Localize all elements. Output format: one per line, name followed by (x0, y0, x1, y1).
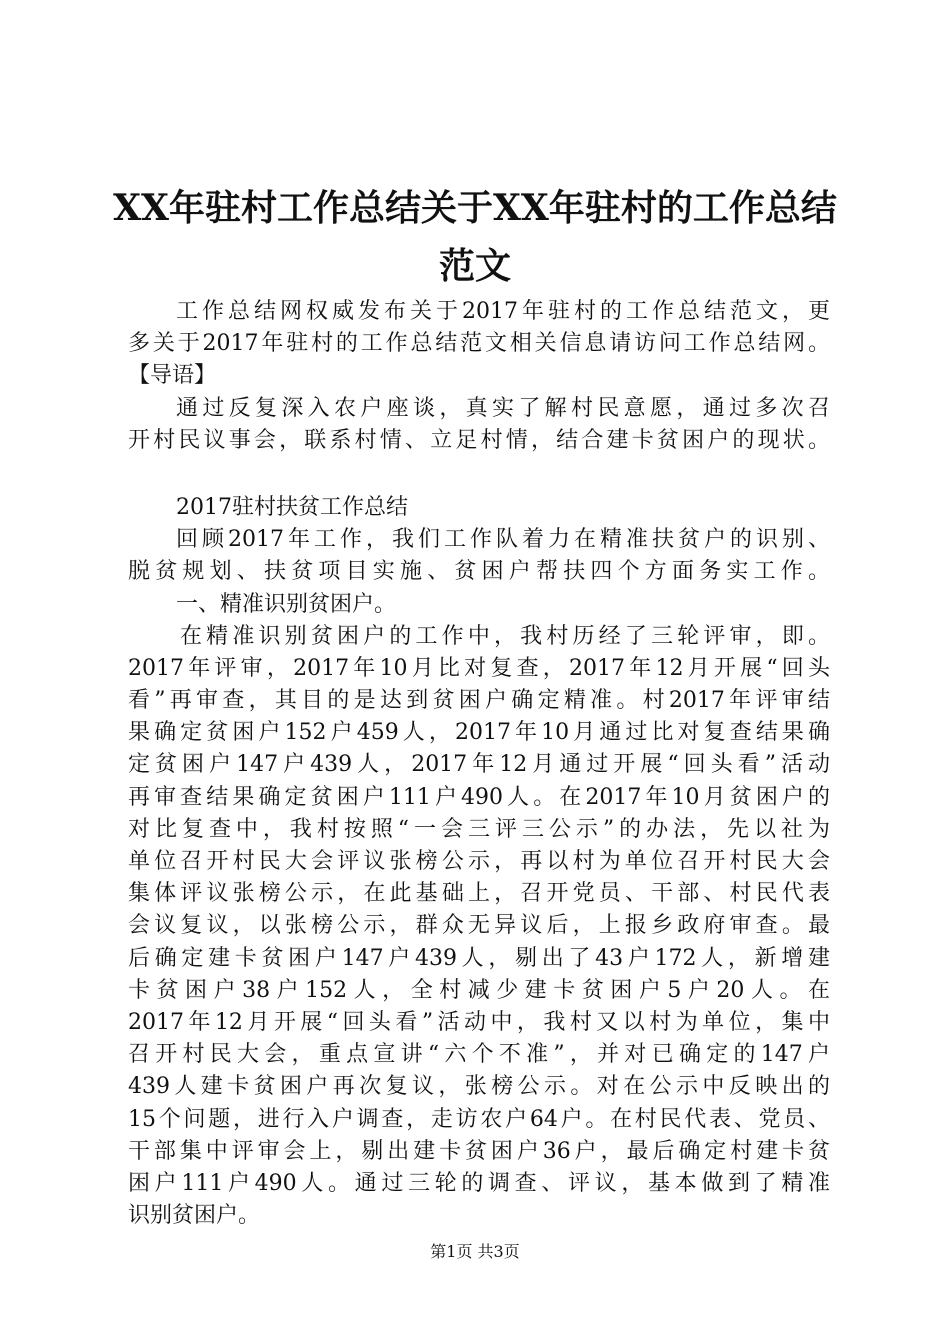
paragraph-line: 干部集中评审会上，剔出建卡贫困户36户，最后确定村建卡贫 (128, 1138, 830, 1164)
paragraph-line: 439人建卡贫困户再次复议，张榜公示。对在公示中反映出的 (128, 1074, 830, 1100)
paragraph-line: 15个问题，进行入户调查，走访农户64户。在村民代表、党员、 (128, 1106, 830, 1132)
paragraph-gap (128, 457, 830, 492)
paragraph-line: 果确定贫困户152户459人，2017年10月通过比对复查结果确 (128, 720, 830, 746)
document-title: XX年驻村工作总结关于XX年驻村的工作总结 (113, 187, 837, 229)
paragraph-line: 会议复议，以张榜公示，群众无异议后，上报乡政府审查。最 (128, 913, 830, 939)
intro-line: 工作总结网权威发布关于2017年驻村的工作总结范文，更 (176, 299, 830, 324)
paragraph-line: 2017年12月开展“回头看”活动中，我村又以村为单位，集中 (128, 1009, 830, 1035)
paragraph-line: 后确定建卡贫困户147户439人，剔出了43户172人，新增建 (128, 945, 830, 971)
section-heading: 一、精准识别贫困户。 (176, 591, 397, 617)
paragraph-line: 召开村民大会，重点宣讲“六个不准”，并对已确定的147户 (128, 1042, 830, 1068)
paragraph-line: 对比复查中，我村按照“一会三评三公示”的办法，先以社为 (128, 816, 830, 842)
paragraph-line: 集体评议张榜公示，在此基础上，召开党员、干部、村民代表 (128, 881, 830, 907)
page-number-footer: 第1页 共3页 (430, 1242, 520, 1261)
review-line: 回顾2017年工作，我们工作队着力在精准扶贫户的识别、 (176, 527, 830, 553)
paragraph-line: 单位召开村民大会评议张榜公示，再以村为单位召开村民大会 (128, 849, 830, 874)
lead-line: 开村民议事会，联系村情、立足村情，结合建卡贫困户的现状。 (128, 427, 830, 453)
intro-guide-label: 【导语】 (128, 363, 217, 389)
document-body (128, 296, 830, 1232)
paragraph-line: 困户111户490人。通过三轮的调查、评议，基本做到了精准 (128, 1170, 830, 1196)
paragraph-line: 识别贫困户。 (128, 1203, 261, 1229)
paragraph-line: 定贫困户147户439人，2017年12月通过开展“回头看”活动 (128, 752, 830, 778)
paragraph-line: 在精准识别贫困户的工作中，我村历经了三轮评审，即。 (180, 623, 830, 649)
paragraph-line: 2017年评审，2017年10月比对复查，2017年12月开展“回头 (128, 655, 830, 681)
paragraph-line: 再审查结果确定贫困户111户490人。在2017年10月贫困户的 (128, 784, 830, 810)
lead-line: 通过反复深入农户座谈，真实了解村民意愿，通过多次召 (176, 395, 830, 421)
section-title: 2017驻村扶贫工作总结 (176, 494, 408, 520)
review-line: 脱贫规划、扶贫项目实施、贫困户帮扶四个方面务实工作。 (128, 559, 830, 585)
paragraph-line: 看”再审查，其目的是达到贫困户确定精准。村2017年评审结 (128, 688, 830, 714)
intro-line: 多关于2017年驻村的工作总结范文相关信息请访问工作总结网。 (128, 331, 830, 357)
paragraph-line: 卡贫困户38户152人，全村减少建卡贫困户5户20人。在 (128, 977, 830, 1003)
document-title-continued: 范文 (438, 245, 511, 287)
